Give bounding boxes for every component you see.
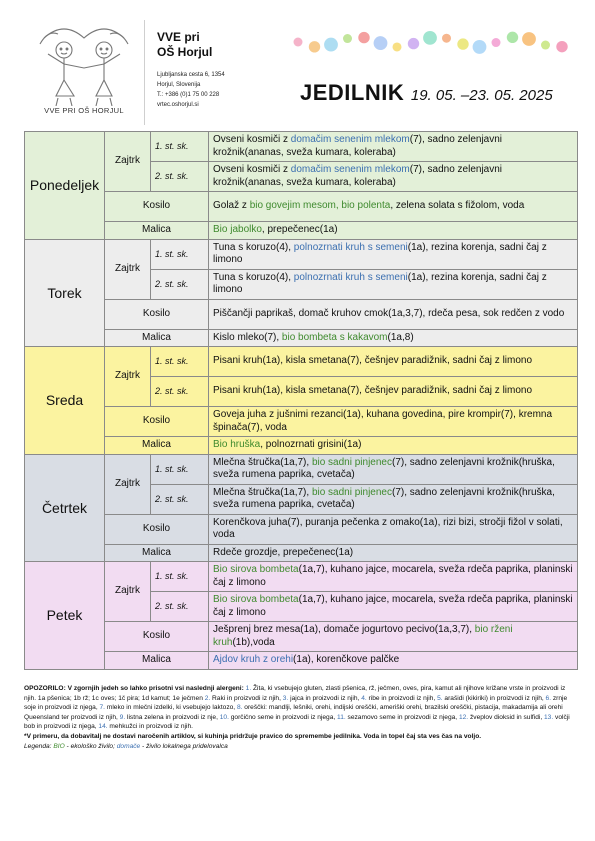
legend: [24, 742, 578, 752]
decorative-dot: [309, 41, 320, 52]
legend-local-desc: - živilo lokalnega pridelovalca: [140, 742, 228, 750]
lunch-content: [209, 407, 578, 437]
table-row: [25, 514, 578, 544]
contact-block: [157, 70, 225, 110]
menu-text: listna zelena in proizvodi iz nje,: [125, 713, 220, 721]
logo-caption: VVE PRI OŠ HORJUL: [44, 106, 124, 115]
local-item: 13.: [544, 713, 554, 721]
breakfast-group1: [209, 562, 578, 592]
decorative-dot: [324, 38, 338, 52]
menu-text: Korenčkova juha(7), puranja pečenka z omako(1a), rizi bizi, stročji fižol v solati, voda: [213, 516, 563, 540]
decorative-dot: [457, 38, 468, 49]
decorative-dot: [393, 42, 402, 51]
menu-text: Ješprenj brez mesa(1a), domače jogurtovo pecivo(1a,3,7),: [213, 624, 475, 635]
meal-lunch-label: Kosilo: [105, 622, 209, 652]
breakfast-group1: [209, 454, 578, 484]
header-logo-block: [24, 20, 145, 125]
menu-text: (1a,8): [387, 331, 414, 343]
supplier-note-text: *V primeru, da dobavitalj ne dostavi naročenih artiklov, si kuhinja pridržuje pravico do spremembe jedilnika. Voda in topel čaj sta ves čas na voljo.: [24, 732, 482, 740]
local-item: 2.: [204, 694, 211, 702]
bio-item: Bio sirova bombeta: [213, 594, 299, 605]
breakfast-group1: [209, 132, 578, 162]
local-item: Ajdov kruh z orehi: [213, 654, 294, 665]
menu-text: Golaž z: [213, 200, 250, 212]
menu-text: (1b),voda: [232, 636, 275, 648]
meal-snack-label: Malica: [105, 544, 209, 562]
group-label-2: 2. st. sk.: [151, 377, 209, 407]
lunch-content: [209, 514, 578, 544]
menu-text: (1a), rezina korenja, sadni čaj z limono: [213, 241, 547, 265]
school-name-line1: VVE pri: [157, 30, 200, 44]
local-item: 10.: [219, 713, 229, 721]
day-name: Sreda: [25, 347, 105, 455]
menu-text: Tuna s koruzo(4),: [213, 241, 294, 253]
menu-dates: 19. 05. –23. 05. 2025: [410, 87, 553, 104]
menu-text: mehkužci in proizvodi iz njih.: [107, 723, 193, 731]
menu-text: Žita, ki vsebujejo gluten, zlasti pšenica, rž, ječmen, oves, pira, kamut ali njihove križane vrste in proizvodi iz njih. 1a pšenica; 1b rž; 1c oves; 1č pira; 1d kamut; 1e ječmen: [24, 685, 566, 702]
meal-breakfast-label: Zajtrk: [105, 347, 151, 407]
group-label-1: 1. st. sk.: [151, 132, 209, 162]
decorative-dot: [423, 31, 437, 45]
bio-item: Bio jabolko: [213, 224, 262, 235]
menu-text: Rdeče grozdje, prepečenec(1a): [213, 546, 354, 558]
lunch-content: [209, 192, 578, 222]
address-line1: Ljubljanska cesta 6, 1354: [157, 72, 225, 78]
bio-item: Bio hruška: [213, 439, 261, 450]
menu-text: Mlečna štručka(1a,7),: [213, 456, 312, 468]
breakfast-group1: [209, 347, 578, 377]
local-item: 8.: [236, 704, 243, 712]
table-row: [25, 222, 578, 240]
table-row: [25, 329, 578, 347]
menu-title: [300, 80, 553, 106]
local-item: 14.: [98, 723, 108, 731]
local-item: 3.: [282, 694, 289, 702]
menu-text: Ovseni kosmiči z: [213, 134, 291, 145]
website: vrtec.oshorjul.si: [157, 102, 199, 108]
snack-content: [209, 222, 578, 240]
menu-text: sezamovo seme in proizvodi iz njega,: [345, 713, 459, 721]
local-item: 11.: [337, 713, 346, 721]
day-name: Petek: [25, 562, 105, 670]
snack-content: [209, 329, 578, 347]
snack-content: [209, 437, 578, 455]
bio-item: bio rženi kruh: [213, 624, 513, 648]
kindergarten-logo-icon: [34, 24, 134, 106]
meal-snack-label: Malica: [105, 652, 209, 670]
meal-lunch-label: Kosilo: [105, 407, 209, 437]
decorative-dot: [473, 40, 487, 54]
day-name: Torek: [25, 239, 105, 347]
meal-lunch-label: Kosilo: [105, 299, 209, 329]
decorative-dot: [556, 41, 567, 52]
decorative-dot: [541, 41, 550, 50]
breakfast-group2: [209, 377, 578, 407]
table-row: [25, 562, 578, 592]
snack-content: [209, 544, 578, 562]
menu-text: žveplov dioksid in sulfidi,: [468, 713, 545, 721]
decorative-dots-icon: [290, 30, 580, 60]
meal-lunch-label: Kosilo: [105, 514, 209, 544]
lunch-content: [209, 622, 578, 652]
menu-text: Kislo mleko(7),: [213, 331, 282, 343]
local-item: 1.: [245, 685, 252, 692]
menu-text: gorčično seme in proizvodi iz njega,: [228, 713, 338, 721]
bio-item: bio sadni pinjenec: [311, 486, 392, 498]
day-name: Ponedeljek: [25, 132, 105, 240]
decorative-dot: [294, 38, 303, 47]
meal-snack-label: Malica: [105, 329, 209, 347]
group-label-2: 2. st. sk.: [151, 484, 209, 514]
decorative-dot: [358, 32, 369, 43]
local-item: 5.: [437, 694, 443, 702]
meal-lunch-label: Kosilo: [105, 192, 209, 222]
menu-text: , zelena solata s fižolom, voda: [390, 200, 525, 212]
menu-text: (1a), korenčkove palčke: [293, 654, 400, 665]
allergen-notes: [24, 684, 578, 751]
school-name: [157, 30, 212, 60]
local-item: polnozrnati kruh s semeni: [293, 271, 408, 283]
menu-text: Piščančji paprikaš, domač kruhov cmok(1a,3,7), rdeča pesa, sok redčen z vodo: [213, 307, 565, 319]
table-row: [25, 544, 578, 562]
decorative-dot: [492, 38, 501, 47]
menu-title-text: JEDILNIK: [300, 80, 405, 105]
meal-snack-label: Malica: [105, 222, 209, 240]
local-item: polnozrnati kruh s semeni: [293, 241, 408, 253]
menu-text: (1a), rezina korenja, sadni čaj z limono: [213, 271, 547, 295]
snack-content: [209, 652, 578, 670]
menu-text: Ovseni kosmiči z: [213, 164, 291, 175]
bio-item: bio sadni pinjenec: [311, 456, 392, 468]
weekly-menu-table: [24, 131, 578, 670]
decorative-dot: [507, 32, 518, 43]
decorative-dot: [522, 32, 536, 46]
local-item: domačim senenim mlekom: [290, 134, 410, 145]
meal-snack-label: Malica: [105, 437, 209, 455]
menu-text: (7), sadno zelenjavni krožnik(ananas, sveža kumara, koleraba): [213, 134, 503, 158]
meal-breakfast-label: Zajtrk: [105, 239, 151, 299]
menu-text: zrnje soje in proizvodi iz njega,: [24, 694, 568, 712]
lunch-content: [209, 299, 578, 329]
table-row: [25, 454, 578, 484]
menu-text: Tuna s koruzo(4),: [213, 271, 294, 283]
local-item: 7.: [99, 704, 106, 712]
table-row: [25, 437, 578, 455]
menu-text: mleko in mlečni izdelki, ki vsebujejo laktozo,: [105, 704, 237, 712]
menu-text: (1a,7), kuhano jajce, mocarela, sveža rdeča paprika, planinski čaj z limono: [213, 594, 573, 618]
meal-breakfast-label: Zajtrk: [105, 454, 151, 514]
table-row: [25, 192, 578, 222]
menu-text: (7), sadno zelenjavni krožnik(hruška, sveža rumena paprika, cvetača): [213, 456, 555, 480]
supplier-note: [24, 732, 578, 742]
local-item: 12.: [458, 713, 469, 721]
school-name-line2: OŠ Horjul: [157, 45, 213, 59]
local-item: 4.: [361, 694, 367, 702]
meal-breakfast-label: Zajtrk: [105, 562, 151, 622]
phone: T.: +386 (0)1 75 00 228: [157, 92, 220, 98]
local-item: 6.: [545, 694, 552, 702]
allergens-title: OPOZORILO: V zgornjih jedeh so lahko prisotni vsi naslednji alergeni:: [24, 685, 244, 692]
group-label-2: 2. st. sk.: [151, 592, 209, 622]
allergens-paragraph: [24, 684, 578, 732]
bio-item: Bio sirova bombeta: [213, 564, 299, 575]
group-label-2: 2. st. sk.: [151, 162, 209, 192]
decorative-dot: [374, 36, 388, 50]
menu-text: arašidi (kikiriki) in proizvodi iz njih,: [442, 694, 546, 702]
menu-text: (7), sadno zelenjavni krožnik(hruška, sveža rumena paprika, cvetača): [213, 486, 555, 510]
local-item: 9.: [119, 713, 126, 721]
local-item: domačim senenim mlekom: [290, 164, 410, 175]
decorative-dot: [442, 34, 451, 43]
menu-text: (1a,7), kuhano jajce, mocarela, sveža rdeča paprika, planinski čaj z limono: [213, 564, 573, 588]
breakfast-group1: [209, 239, 578, 269]
menu-text: (7), sadno zelenjavni krožnik(ananas, sveža kumara, koleraba): [213, 164, 503, 188]
legend-local: domače: [116, 742, 141, 750]
menu-text: Goveja juha z jušnimi rezanci(1a), kuhana govedina, pire krompir(7), kremna špinača(7), voda: [213, 409, 553, 433]
meal-breakfast-label: Zajtrk: [105, 132, 151, 192]
decorative-dot: [343, 34, 352, 43]
table-row: [25, 407, 578, 437]
menu-text: oreščki: mandlji, lešniki, orehi, indijski oreščki, ameriški orehi, brazilski oreščki, pistacija, makadamija ali orehi Queensland ter proizvodi iz njih,: [24, 704, 563, 721]
bio-item: bio govejim mesom, bio polenta: [249, 200, 391, 212]
group-label-2: 2. st. sk.: [151, 269, 209, 299]
table-row: [25, 132, 578, 162]
bio-item: bio bombeta s kakavom: [281, 331, 388, 343]
table-row: [25, 347, 578, 377]
group-label-1: 1. st. sk.: [151, 347, 209, 377]
legend-label: Legenda:: [24, 742, 54, 750]
breakfast-group2: [209, 484, 578, 514]
group-label-1: 1. st. sk.: [151, 239, 209, 269]
table-row: [25, 239, 578, 269]
menu-text: Pisani kruh(1a), kisla smetana(7), češnjev paradižnik, sadni čaj z limono: [213, 385, 533, 397]
menu-text: , prepečenec(1a): [261, 224, 338, 235]
address-line2: Horjul, Slovenija: [157, 82, 201, 88]
decorative-dot: [408, 38, 419, 49]
legend-bio: BIO: [53, 742, 65, 750]
day-name: Četrtek: [25, 454, 105, 562]
table-row: [25, 299, 578, 329]
menu-text: Pisani kruh(1a), kisla smetana(7), češnjev paradižnik, sadni čaj z limono: [213, 355, 533, 367]
menu-text: volčji bob in proizvodi iz njega,: [24, 713, 570, 731]
menu-text: , polnozrnati grisini(1a): [260, 439, 362, 450]
menu-text: ribe in proizvodi iz njih,: [366, 694, 438, 702]
breakfast-group2: [209, 162, 578, 192]
menu-text: Raki in proizvodi iz njih,: [210, 694, 283, 702]
table-row: [25, 652, 578, 670]
group-label-1: 1. st. sk.: [151, 454, 209, 484]
menu-text: Mlečna štručka(1a,7),: [213, 486, 312, 498]
group-label-1: 1. st. sk.: [151, 562, 209, 592]
table-row: [25, 622, 578, 652]
legend-bio-desc: - ekološko živilo;: [64, 742, 117, 750]
breakfast-group2: [209, 592, 578, 622]
menu-text: jajca in proizvodi iz njih,: [288, 694, 362, 702]
breakfast-group2: [209, 269, 578, 299]
